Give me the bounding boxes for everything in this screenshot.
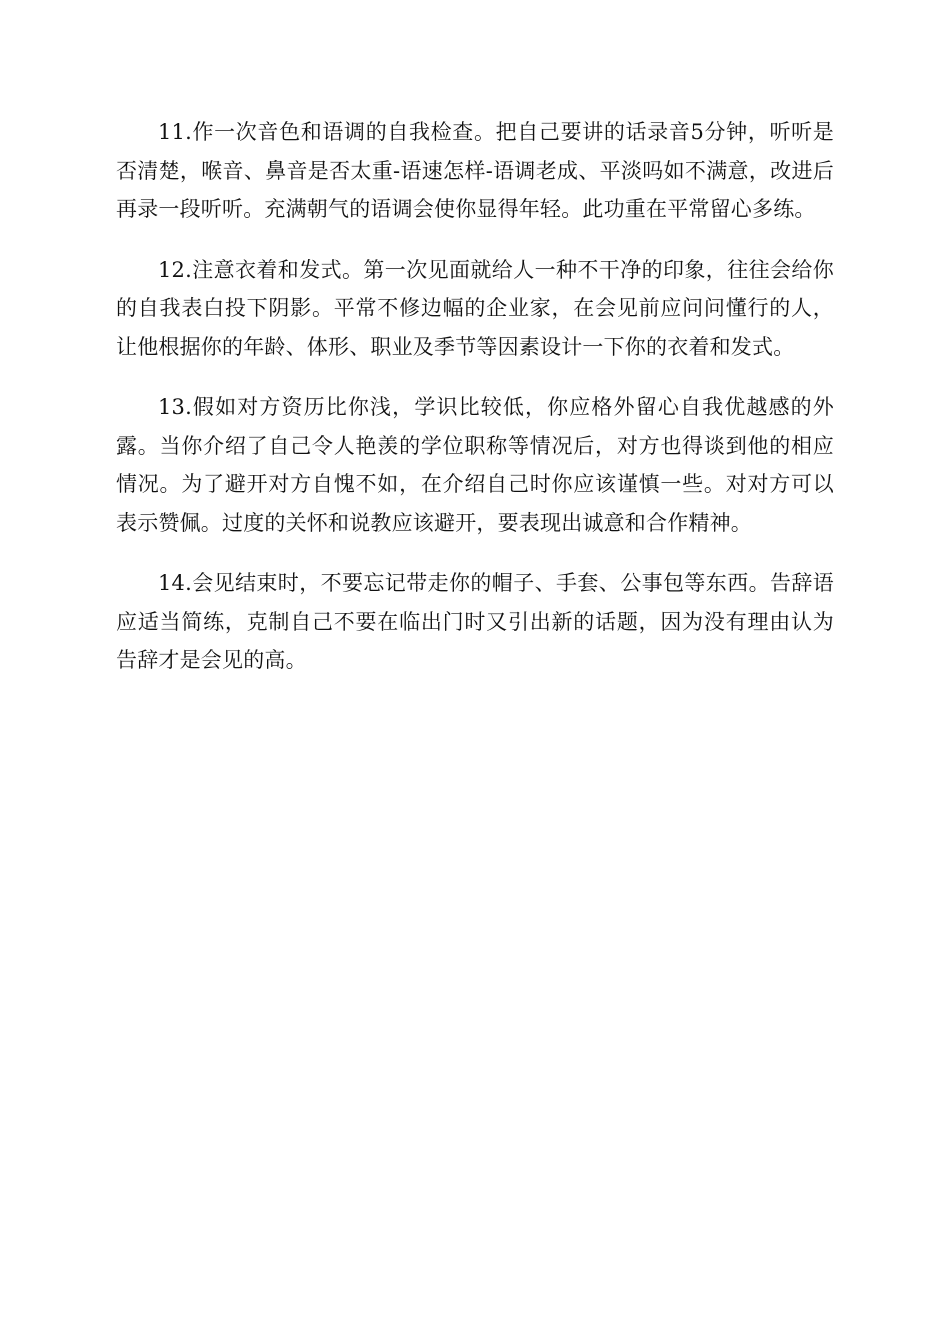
paragraph-12: 12.注意衣着和发式。第一次见面就给人一种不干净的印象，往往会给你的自我表白投下阴影。平常不修边幅的企业家，在会见前应问问懂行的人，让他根据你的年龄、体形、职业及季节等因素设计一下你的衣着和发式。 bbox=[116, 257, 834, 359]
paragraph-11: 11.作一次音色和语调的自我检查。把自己要讲的话录音5分钟，听听是否清楚，喉音、鼻音是否太重-语速怎样-语调老成、平淡吗如不满意，改进后再录一段听听。充满朝气的语调会使你显得年轻。此功重在平常留心多练。 bbox=[116, 120, 834, 221]
paragraph-14: 14.会见结束时，不要忘记带走你的帽子、手套、公事包等东西。告辞语应适当简练，克制自己不要在临出门时又引出新的话题，因为没有理由认为告辞才是会见的高。 bbox=[116, 571, 834, 672]
document-body bbox=[116, 113, 834, 702]
paragraph-13: 13.假如对方资历比你浅，学识比较低，你应格外留心自我优越感的外露。当你介绍了自己令人艳羡的学位职称等情况后，对方也得谈到他的相应情况。为了避开对方自愧不如，在介绍自己时你应该谨慎一些。对对方可以表示赞佩。过度的关怀和说教应该避开，要表现出诚意和合作精神。 bbox=[116, 395, 834, 535]
